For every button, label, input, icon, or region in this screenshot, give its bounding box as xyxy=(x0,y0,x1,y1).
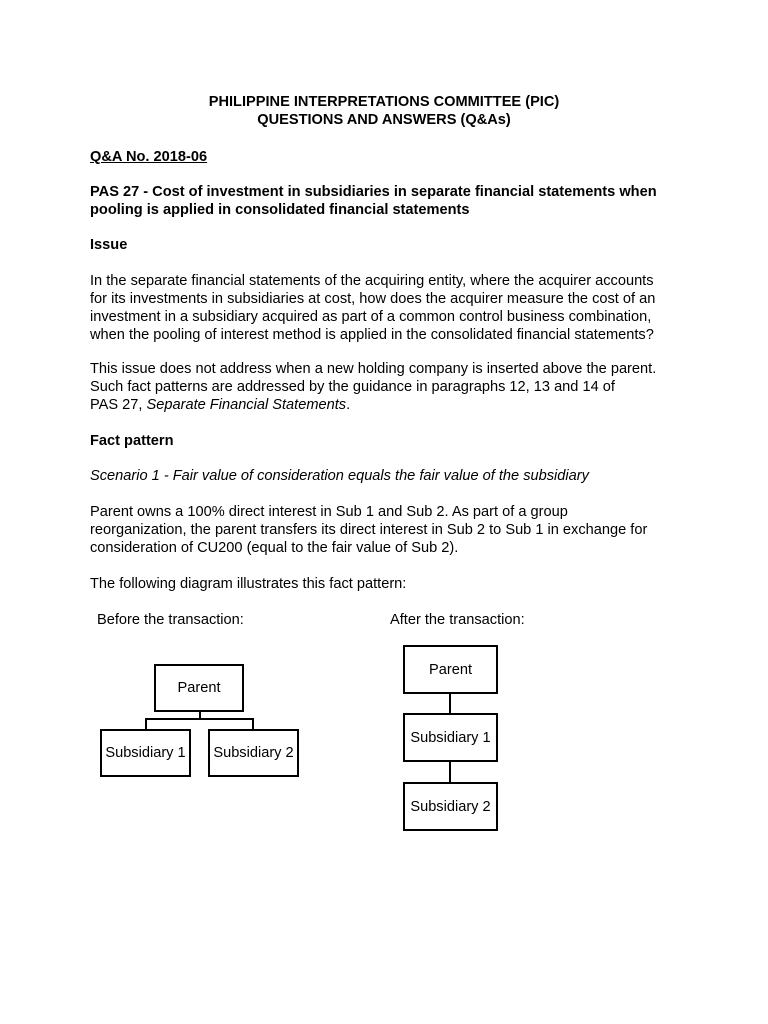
fact-para-line: Parent owns a 100% direct interest in Sub 1 and Sub 2. As part of a group xyxy=(90,504,568,520)
connector-line xyxy=(449,761,451,783)
connector-line xyxy=(145,718,254,720)
issue-para2-line-1: This issue does not address when a new holding company is inserted above the parent. xyxy=(90,361,657,377)
issue-para1-line: investment in a subsidiary acquired as part of a common control business combination, xyxy=(90,309,652,325)
issue-paragraph-2 xyxy=(90,360,656,414)
subsidiary-2-box: Subsidiary 2 xyxy=(208,729,299,777)
issue-paragraph-1 xyxy=(90,272,655,344)
subsidiary-1-box: Subsidiary 1 xyxy=(100,729,191,777)
issue-para1-line: In the separate financial statements of the acquiring entity, where the acquirer accounts xyxy=(90,273,654,289)
issue-para1-line: for its investments in subsidiaries at cost, how does the acquirer measure the cost of an xyxy=(90,291,656,307)
issue-heading: Issue xyxy=(90,237,128,253)
scenario-heading: Scenario 1 - Fair value of consideration equals the fair value of the subsidiary xyxy=(90,468,589,484)
before-transaction-label: Before the transaction: xyxy=(97,612,244,628)
subsidiary-1-box: Subsidiary 1 xyxy=(403,713,498,762)
citation-prefix: PAS 27, xyxy=(90,397,147,413)
title-line-1: PAS 27 - Cost of investment in subsidiaries in separate financial statements when xyxy=(90,184,657,200)
parent-box: Parent xyxy=(154,664,244,712)
issue-para1-line: when the pooling of interest method is applied in the consolidated financial statements? xyxy=(90,327,654,343)
fact-pattern-paragraph xyxy=(90,503,647,557)
subsidiary-2-box: Subsidiary 2 xyxy=(403,782,498,831)
connector-line xyxy=(449,693,451,715)
issue-para2-line-2: Such fact patterns are addressed by the guidance in paragraphs 12, 13 and 14 of xyxy=(90,379,615,395)
fact-para-line: consideration of CU200 (equal to the fair value of Sub 2). xyxy=(90,540,459,556)
citation-suffix: . xyxy=(346,397,351,413)
header-line-1: PHILIPPINE INTERPRETATIONS COMMITTEE (PIC) xyxy=(208,94,560,110)
qa-number: Q&A No. 2018-06 xyxy=(90,149,208,165)
parent-box: Parent xyxy=(403,645,498,694)
fact-para-line: reorganization, the parent transfers its direct interest in Sub 2 to Sub 1 in exchange for xyxy=(90,522,648,538)
diagram-intro: The following diagram illustrates this fact pattern: xyxy=(90,576,407,592)
standard-title: Separate Financial Statements xyxy=(146,397,347,413)
fact-pattern-heading: Fact pattern xyxy=(90,433,174,449)
header-line-2: QUESTIONS AND ANSWERS (Q&As) xyxy=(257,112,511,128)
issue-para2-line-3 xyxy=(90,396,656,414)
after-transaction-label: After the transaction: xyxy=(390,612,525,628)
title-line-2: pooling is applied in consolidated financial statements xyxy=(90,202,470,218)
